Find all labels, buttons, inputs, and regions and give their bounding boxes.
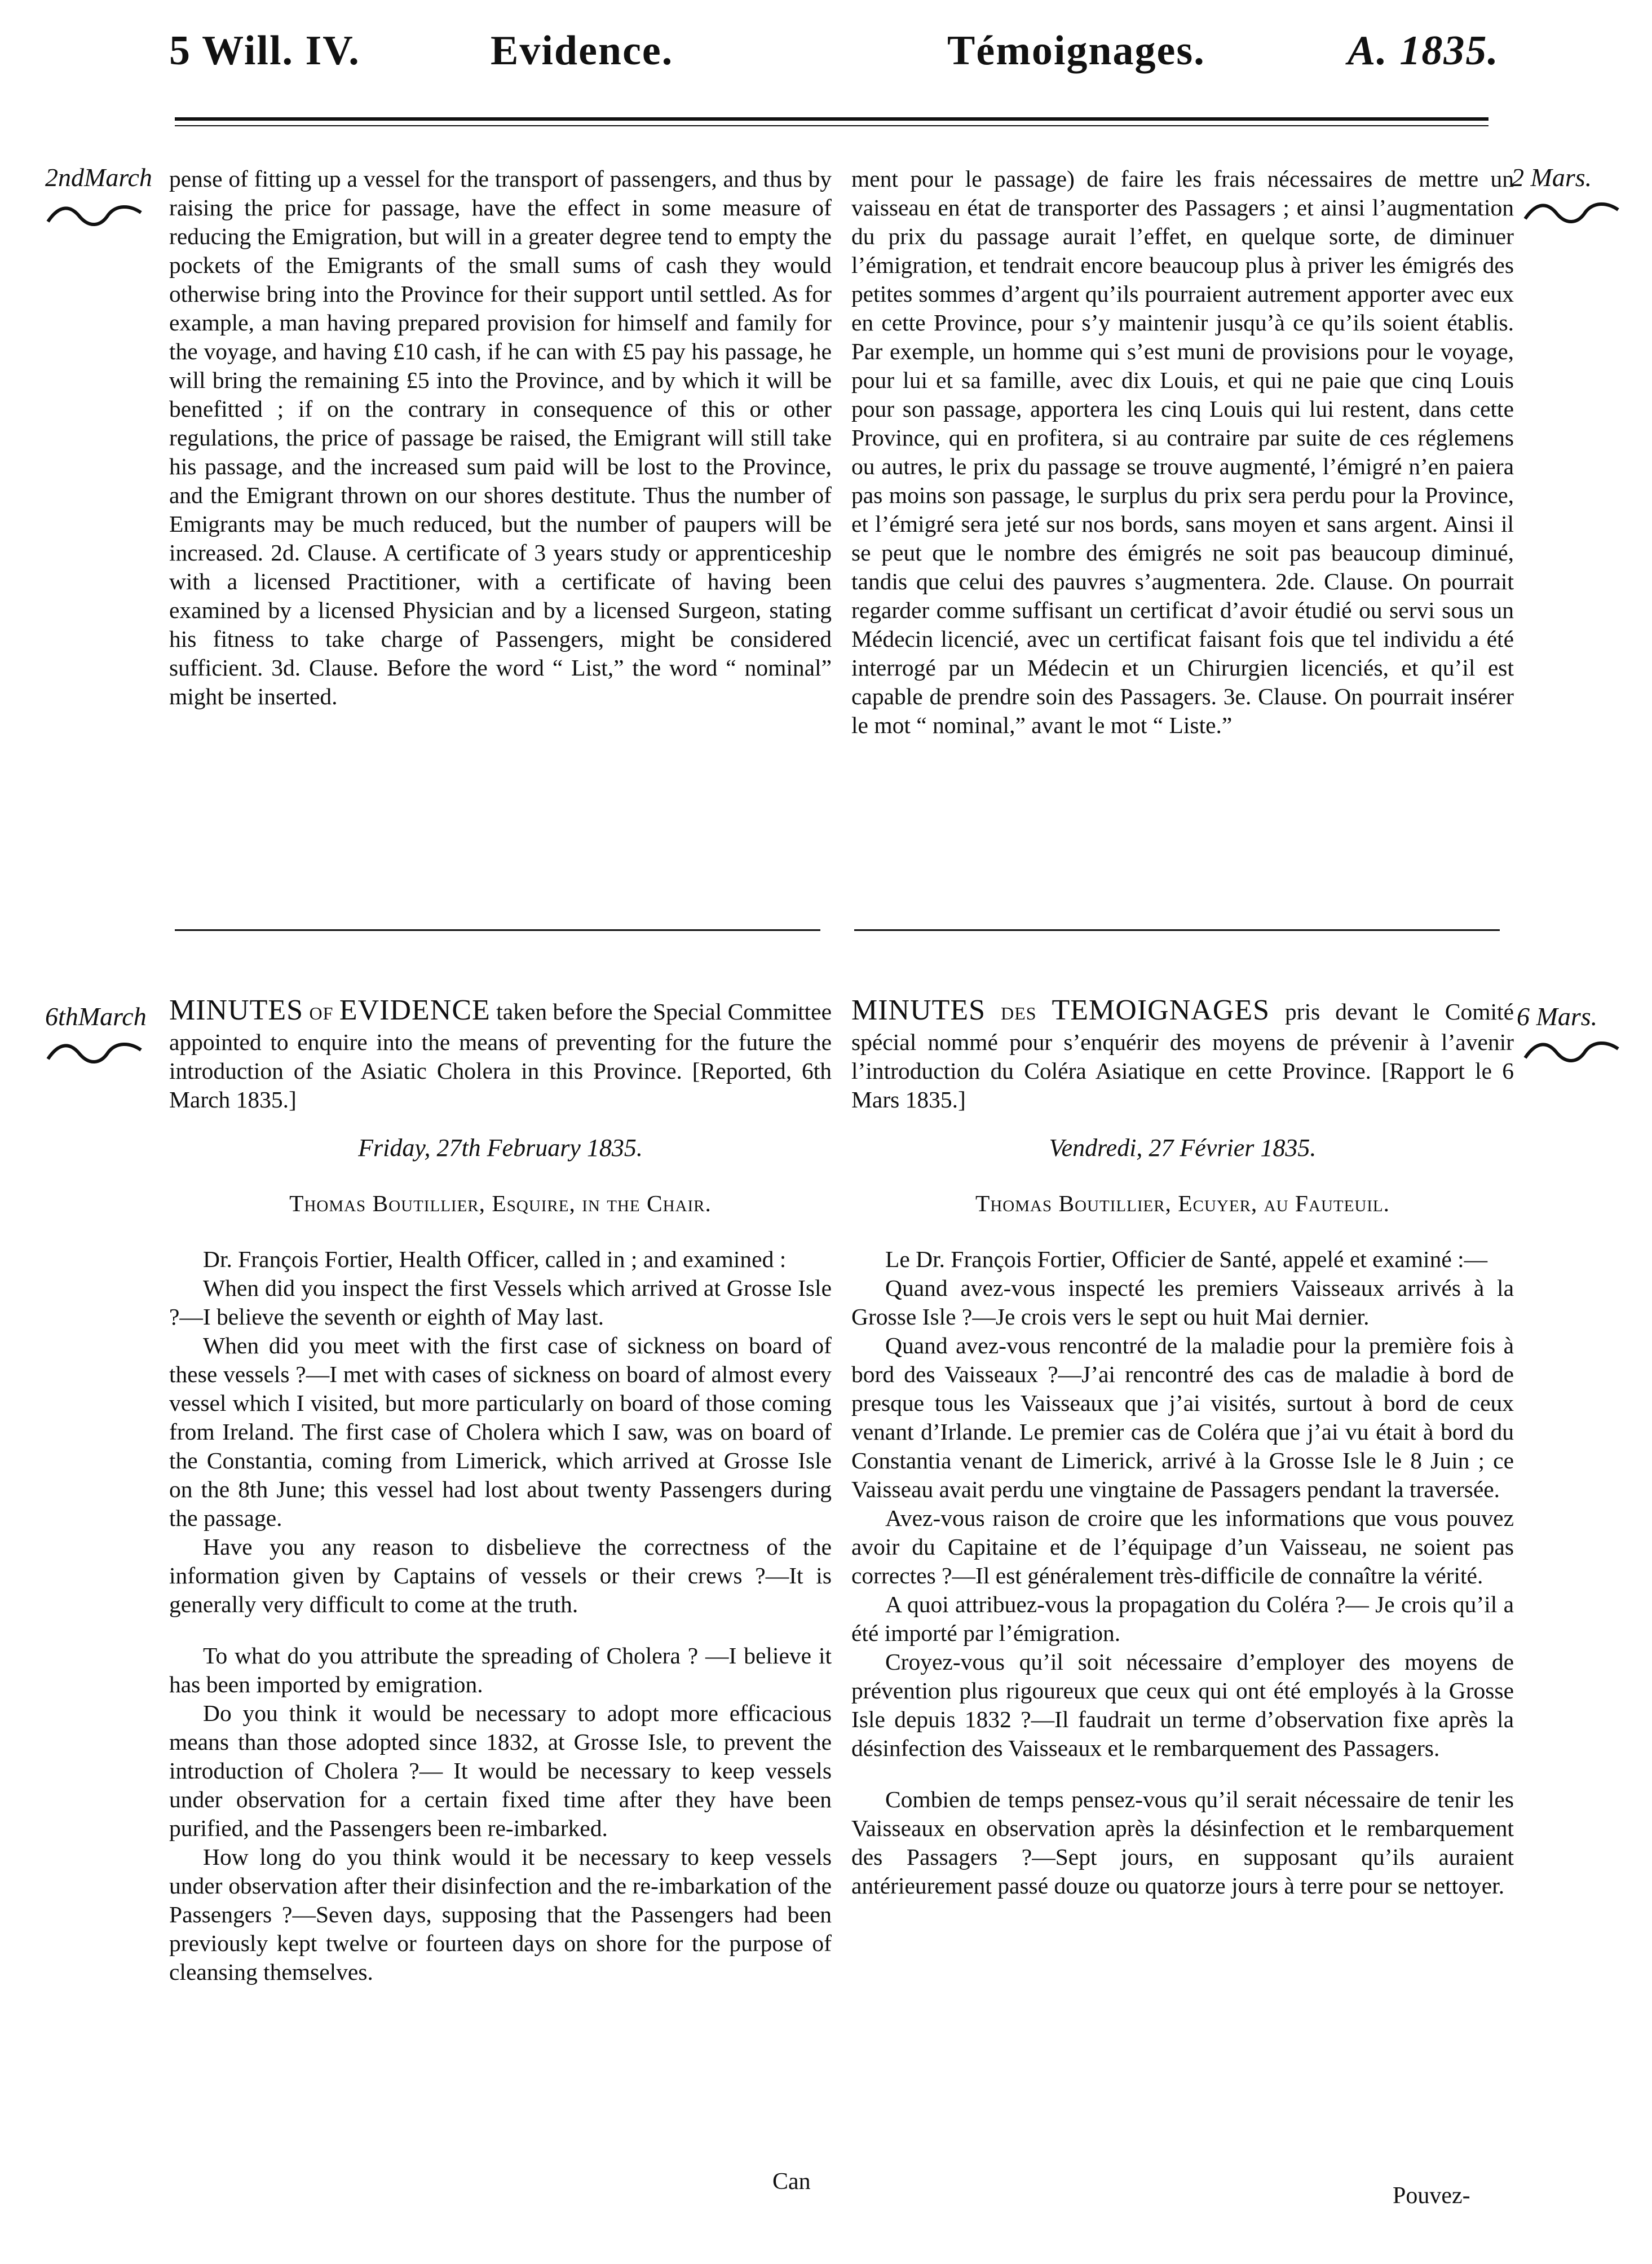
sitting-date: Vendredi, 27 Février 1835. [1049,1134,1317,1162]
margin-date-left: 2ndMarch [45,163,152,192]
testimony-paragraph: Croyez-vous qu’il soit nécessaire d’employer des moyens de prévention plus rigoureux que ceux qui ont été employés à la Grosse Isle depuis 1832 ?—Il faudrait un terme d’observation fixe après la désinfection des Vaisseaux et le rembarquement des Passagers. [851,1649,1514,1761]
french-paragraph: ment pour le passage) de faire les frais nécessaires de mettre un vaisseau en état de transporter des Passagers ; et ainsi l’augmentation du prix du passage aurait l’effet, en quelque sorte, de diminuer l’émigration, et tendrait encore beaucoup plus à priver les émigrés des petites sommes d’argent qu’ils pourraient autrement apporter avec eux en cette Province, pour s’y maintenir jusqu’à ce qu’ils soient établis. Par exemple, un homme qui s’est muni de provisions pour le voyage, pour lui et sa famille, avec dix Louis, et qui ne paie que cinq Louis pour son passage, apportera les cinq Louis qui lui restent, dans cette Province, qui en profitera, si au contraire par suite de ces réglemens ou autres, le prix du passage se trouve augmenté, l’émigré n’en paiera pas moins son passage, le surplus du prix sera perdu pour la Province, et l’émigré sera jeté sur nos bords, sans moyen et sans argent. Ainsi il se peut que le nombre des émigrés ne soit pas beaucoup diminué, tandis que celui des pauvres s’augmentera. 2de. Clause. On pourrait regarder comme suffisant un certificat d’avoir étudié ou servi sous un Médecin licencié, avec un certificat faisant fois que tel individu a été interrogé par un Médecin et un Chirurgien licenciés, et qu’il est capable de prendre soin des Passagers. 3e. Clause. On pourrait insérer le mot “ nominal,” avant le mot “ Liste.” [851,166,1514,738]
minutes-heading [169,996,832,1114]
header-rule-thin [175,125,1488,126]
swash-ornament-icon [1522,1036,1621,1065]
french-column-continued [851,165,1514,740]
swash-ornament-icon [45,200,144,228]
header-left-title: Evidence. [491,28,674,74]
testimony-paragraph: How long do you think would it be necessary to keep vessels under observation after their disinfection and the re-imbarkation of the Passengers ?—Seven days, supposing that the Passengers had been previously kept twelve or fourteen days on shore for the purpose of cleansing themselves. [169,1844,832,1985]
testimony-paragraph: Combien de temps pensez-vous qu’il serait nécessaire de tenir les Vaisseaux en observation après la désinfection et le rembarquement des Passagers ?—Sept jours, en supposant qu’ils auraient antérieurement passé douze ou quatorze jours à terre pour se nettoyer. [851,1786,1514,1899]
swash-ornament-icon [45,1038,144,1066]
testimony-paragraph: Avez-vous raison de croire que les informations que vous pouvez avoir du Capitaine et de l’équipage d’un Vaisseau, ne soient pas correctes ?—Il est généralement très-difficile de connaître la vérité. [851,1505,1514,1588]
heading-rest: pris devant le Comité spécial nommé pour s’enquérir des moyens de prévenir à l’avenir l’introduction du Coléra Asiatique en cette Province. [Rapport le 6 Mars 1835.] [851,999,1514,1113]
header-year: A. 1835. [1348,28,1499,74]
heading-word: OF [309,1003,334,1023]
swash-ornament-icon [1522,197,1621,226]
testimony-paragraph: A quoi attribuez-vous la propagation du Coléra ?— Je crois qu’il a été importé par l’émigration. [851,1591,1514,1646]
minutes-heading [851,996,1514,1114]
header-right-title: Témoignages. [947,28,1205,74]
heading-word: DES [1001,1003,1037,1023]
heading-word: MINUTES [169,994,304,1026]
testimony-paragraph: When did you meet with the first case of sickness on board of these vessels ?—I met with cases of sickness on board of almost every vessel which I visited, but more particularly on board of those coming from Ireland. The first case of Cholera which I saw, was on board of the Constantia, coming from Limerick, which arrived at Grosse Isle on the 8th June; this vessel had lost about twenty Passengers during the passage. [169,1332,832,1531]
chair-line: Thomas Boutillier, Esquire, in the Chair. [289,1190,712,1216]
sitting-date: Friday, 27th February 1835. [358,1134,643,1162]
witness-intro: Dr. François Fortier, Health Officer, called in ; and examined : [203,1246,787,1272]
testimony-paragraph: Have you any reason to disbelieve the correctness of the information given by Captains of vessels or their crews ?—It is generally very difficult to come at the truth. [169,1534,832,1617]
english-minutes-column [169,996,832,1987]
testimony-paragraph: To what do you attribute the spreading of Cholera ? —I believe it has been imported by emigration. [169,1643,832,1697]
section-rule-right [854,929,1500,931]
testimony-paragraph: Do you think it would be necessary to adopt more efficacious means than those adopted since 1832, at Grosse Isle, to prevent the introduction of Cholera ?— It would be necessary to keep vessels under observation for a certain fixed time after they have been purified, and the Passengers been re-imbarked. [169,1700,832,1841]
french-minutes-column [851,996,1514,1900]
margin-date-right: 2 Mars. [1511,163,1592,192]
heading-word: EVIDENCE [339,994,491,1026]
english-paragraph: pense of fitting up a vessel for the transport of passengers, and thus by raising the price for passage, have the effect in some measure of reducing the Emigration, but will in a greater degree tend to empty the pockets of the Emigrants of the small sums of cash they would otherwise bring into the Province for their support until settled. As for example, a man having prepared provision for himself and family for the voyage, and having £10 cash, if he can with £5 pay his passage, he will bring the remaining £5 into the Province, and by which it will be benefitted ; if on the contrary in consequence of this or other regulations, the price of passage be raised, the Emigrant will still take his passage, and the increased sum paid will be lost to the Province, and the Emigrant thrown on our shores destitute. Thus the number of Emigrants may be much reduced, but the number of paupers will be increased. 2d. Clause. A certificate of 3 years study or apprenticeship with a licensed Practitioner, with a certificate of having been examined by a licensed Physician and by a licensed Surgeon, stating his fitness to take charge of Passengers, might be considered sufficient. 3d. Clause. Before the word “ List,” the word “ nominal” might be inserted. [169,166,832,709]
heading-word: TEMOIGNAGES [1052,994,1270,1026]
header-rule-thick [175,117,1488,121]
testimony-paragraph: Quand avez-vous rencontré de la maladie pour la première fois à bord des Vaisseaux ?—J’ai rencontré des cas de maladie à bord de presque tous les Vaisseaux que j’ai visités, surtout à bord de ceux venant d’Irlande. Le premier cas de Coléra que j’ai vu était à bord du Constantia venant de Limerick, arrivé à la Grosse Isle le 8 Juin ; ce Vaisseau avait perdu une vingtaine de Passagers pendant la traversée. [851,1332,1514,1502]
chair-line: Thomas Boutillier, Ecuyer, au Fauteuil. [975,1190,1390,1216]
catchword-french: Pouvez- [1393,2183,1470,2209]
testimony-paragraph: Quand avez-vous inspecté les premiers Vaisseaux arrivés à la Grosse Isle ?—Je crois vers le sept ou huit Mai dernier. [851,1275,1514,1330]
heading-rest: taken before the Special Committee appointed to enquire into the means of preventing for the future the introduction of the Asiatic Cholera in this Province. [Reported, 6th March 1835.] [169,999,832,1113]
header-session: 5 Will. IV. [169,28,360,74]
catchword-english: Can [772,2169,811,2195]
witness-intro: Le Dr. François Fortier, Officier de Santé, appelé et examiné :— [885,1246,1488,1272]
section-rule-left [175,929,820,931]
margin-date-left: 6thMarch [45,1002,147,1031]
heading-word: MINUTES [851,994,986,1026]
english-column-continued [169,165,832,711]
testimony-paragraph: When did you inspect the first Vessels which arrived at Grosse Isle ?—I believe the seventh or eighth of May last. [169,1275,832,1330]
margin-date-right: 6 Mars. [1517,1002,1598,1031]
